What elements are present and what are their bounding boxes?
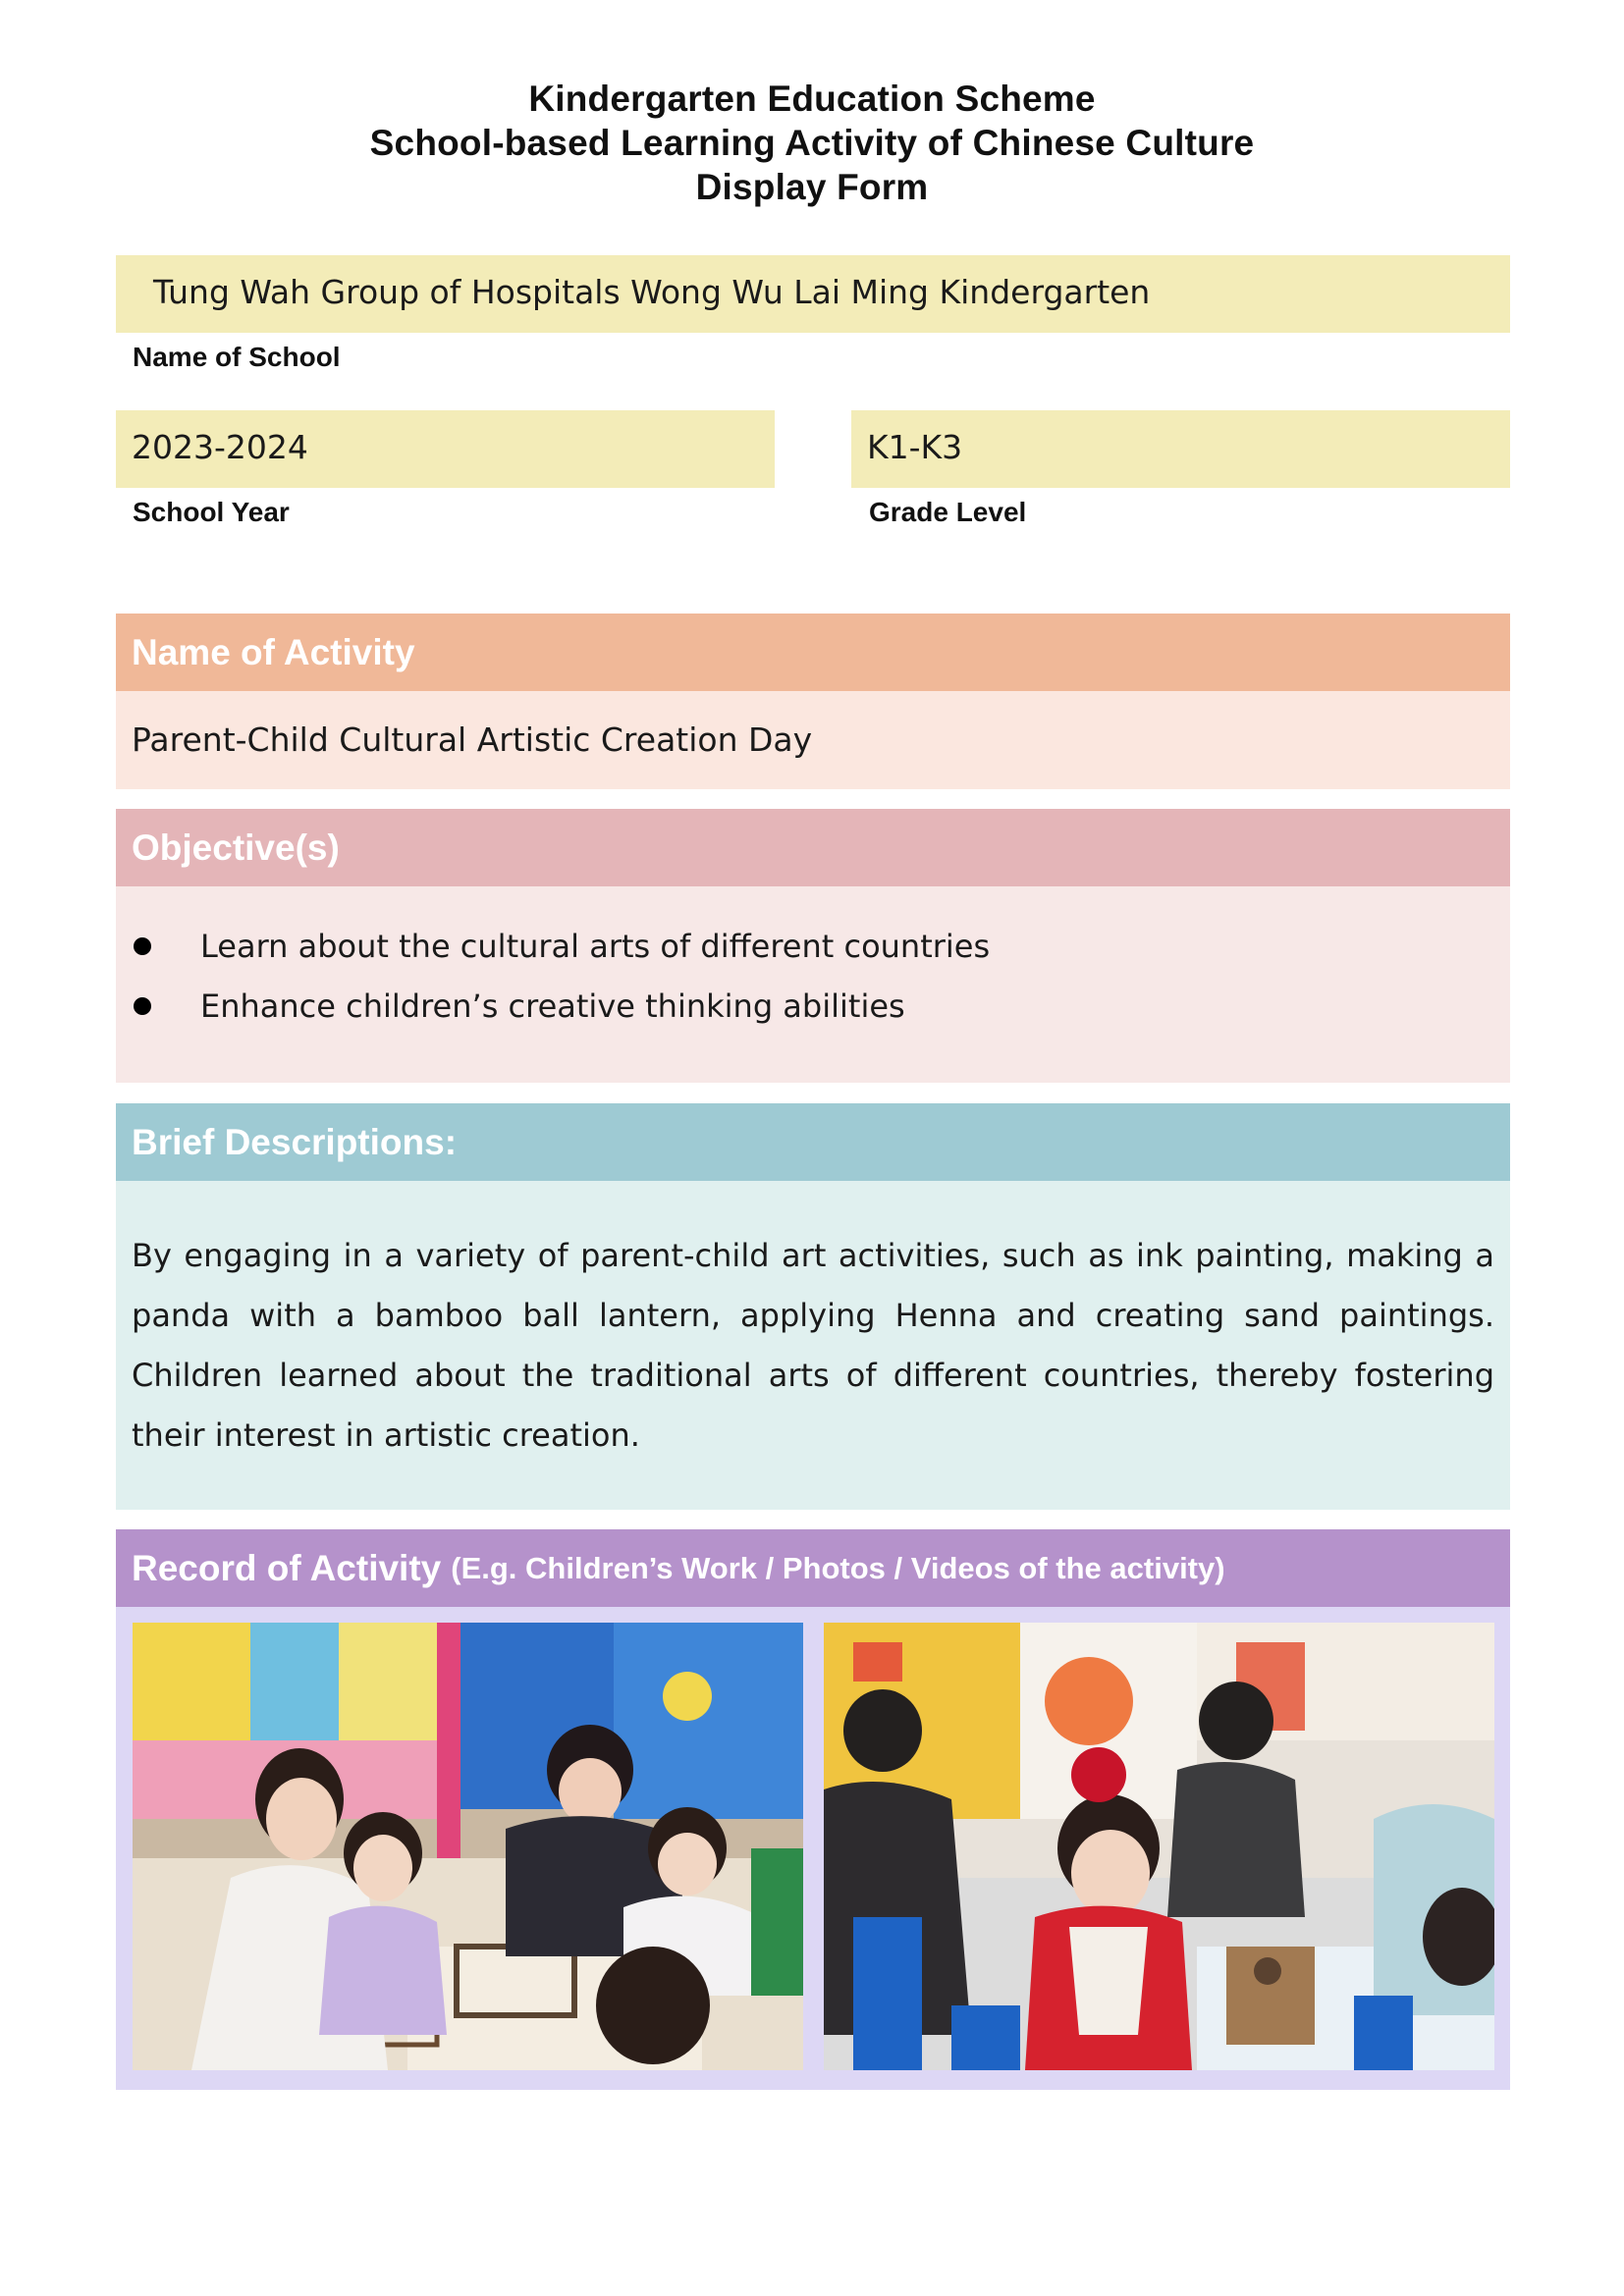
activity-name-value: Parent-Child Cultural Artistic Creation Day (132, 721, 813, 759)
title-line-3: Display Form (695, 167, 929, 207)
activity-photo-1 (133, 1623, 803, 2070)
school-year-label: School Year (133, 497, 290, 527)
objective-item (132, 928, 990, 965)
objective-item (132, 988, 905, 1025)
activity-name-header (116, 614, 1510, 691)
school-name-field (116, 255, 1510, 333)
description-header-text: Brief Descriptions: (132, 1121, 458, 1162)
form-title (0, 77, 1624, 209)
record-body (116, 1607, 1510, 2090)
activity-photo-2-image (824, 1623, 1494, 2070)
objectives-body (116, 886, 1510, 1083)
activity-photo-1-image (133, 1623, 803, 2070)
activity-name-body (116, 691, 1510, 789)
objective-text: Enhance children’s creative thinking abilities (200, 988, 905, 1025)
school-year-value: 2023-2024 (132, 428, 308, 466)
title-line-1: Kindergarten Education Scheme (528, 79, 1096, 119)
activity-name-header-text: Name of Activity (132, 631, 415, 672)
school-year-field (116, 410, 775, 488)
grade-level-field (851, 410, 1510, 488)
grade-level-label: Grade Level (869, 497, 1027, 527)
objectives-header-text: Objective(s) (132, 827, 340, 868)
school-name-value: Tung Wah Group of Hospitals Wong Wu Lai Ming Kindergarten (153, 273, 1151, 311)
record-header (116, 1529, 1510, 1607)
objectives-header (116, 809, 1510, 886)
grade-level-value: K1-K3 (867, 428, 963, 466)
title-line-2: School-based Learning Activity of Chinese Culture (369, 123, 1255, 163)
activity-photo-2 (824, 1623, 1494, 2070)
description-header (116, 1103, 1510, 1181)
bullet-icon (134, 997, 151, 1015)
objective-text: Learn about the cultural arts of different countries (200, 928, 991, 965)
bullet-icon (134, 937, 151, 955)
record-header-text: Record of Activity (132, 1547, 442, 1588)
description-text: By engaging in a variety of parent-child art activities, such as ink painting, making a panda with a bamboo ball lantern, applying Henna and creating sand paintings. Children learned about the traditional arts of different countries, thereby fostering their interest in artistic creation. (132, 1237, 1494, 1454)
description-body (116, 1181, 1510, 1510)
record-header-note: (E.g. Children’s Work / Photos / Videos of the activity) (451, 1550, 1225, 1585)
school-name-label: Name of School (133, 342, 341, 372)
